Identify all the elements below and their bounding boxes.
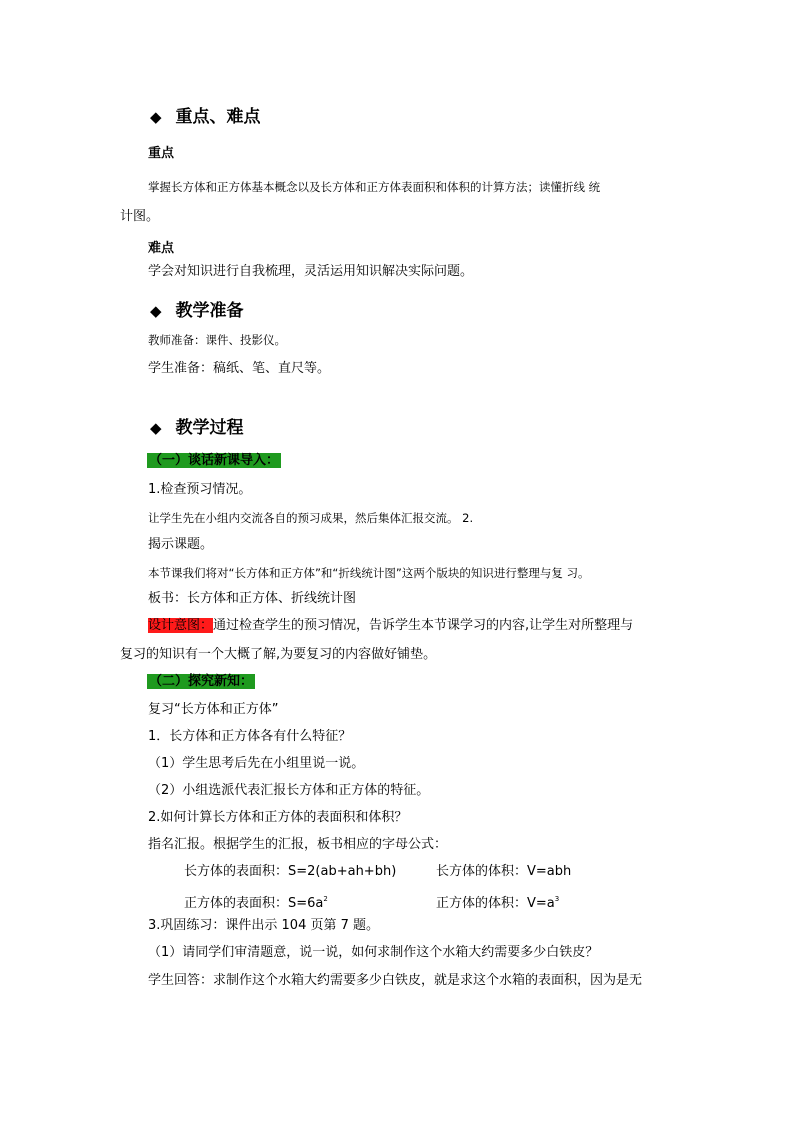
- formula-cuboid-area: 长方体的表面积：S=2(ab+ah+bh): [184, 864, 397, 879]
- process-p4: 本节课我们将对“长方体和正方体”和“折线统计图”这两个版块的知识进行整理与复 习。: [148, 566, 590, 580]
- report-instruction: 指名汇报。根据学生的汇报，板书相应的字母公式：: [148, 837, 448, 852]
- formula-cube-area: 正方体的表面积：$S=6a^2$: [184, 895, 328, 911]
- diamond-bullet-icon: ◆: [150, 108, 162, 126]
- student-answer: 学生回答：求制作这个水箱大约需要多少白铁皮，就是求这个水箱的表面积，因为是无: [148, 973, 643, 988]
- focus-text-line2: 计图。: [120, 209, 160, 224]
- process-p1: 1.检查预习情况。: [148, 482, 252, 497]
- section-heading-preparation: ◆ 教学准备: [150, 301, 244, 321]
- design-intent-line1: 设计意图：通过检查学生的预习情况，告诉学生本节课学习的内容,让学生对所整理与: [148, 618, 634, 633]
- review-title: 复习“长方体和正方体”: [148, 702, 279, 717]
- diamond-bullet-icon: ◆: [150, 302, 162, 320]
- design-intent-line2: 复习的知识有一个大概了解,为要复习的内容做好铺垫。: [120, 647, 437, 662]
- question-1-step-1: （1）学生思考后先在小组里说一说。: [148, 756, 365, 771]
- question-2: 2.如何计算长方体和正方体的表面积和体积？: [148, 810, 408, 825]
- part1-label: （一）谈话新课导入：: [149, 453, 280, 468]
- practice-3-question: （1）请同学们审清题意，说一说，如何求制作这个水箱大约需要多少白铁皮？: [148, 945, 599, 960]
- teacher-preparation: 教师准备：课件、投影仪。: [148, 333, 286, 347]
- focus-text-line1: 掌握长方体和正方体基本概念以及长方体和正方体表面积和体积的计算方法；读懂折线 统: [148, 180, 601, 194]
- student-preparation: 学生准备：稿纸、笔、直尺等。: [148, 361, 331, 376]
- diamond-bullet-icon: ◆: [150, 419, 162, 437]
- process-p3: 揭示课题。: [148, 537, 214, 552]
- practice-3: 3.巩固练习：课件出示 104 页第 7 题。: [148, 918, 380, 933]
- section-heading-process: ◆ 教学过程: [150, 418, 244, 438]
- formula-cube-volume: 正方体的体积：$V=a^3$: [436, 895, 560, 911]
- difficulty-text: 学会对知识进行自我梳理，灵活运用知识解决实际问题。: [148, 264, 474, 279]
- question-1: 1．长方体和正方体各有什么特征？: [148, 729, 352, 744]
- section-heading-key-points: ◆ 重点、难点: [150, 107, 261, 127]
- difficulty-label: 难点: [148, 241, 175, 256]
- formula-cuboid-volume: 长方体的体积：V=abh: [436, 864, 572, 879]
- focus-label: 重点: [148, 146, 175, 161]
- part2-label: （二）探究新知：: [149, 674, 254, 689]
- question-1-step-2: （2）小组选派代表汇报长方体和正方体的特征。: [148, 783, 430, 798]
- process-p5: 板书：长方体和正方体、折线统计图: [148, 591, 357, 606]
- process-p2: 让学生先在小组内交流各自的预习成果，然后集体汇报交流。 2.: [148, 511, 474, 525]
- design-intent-label: 设计意图：: [148, 618, 214, 633]
